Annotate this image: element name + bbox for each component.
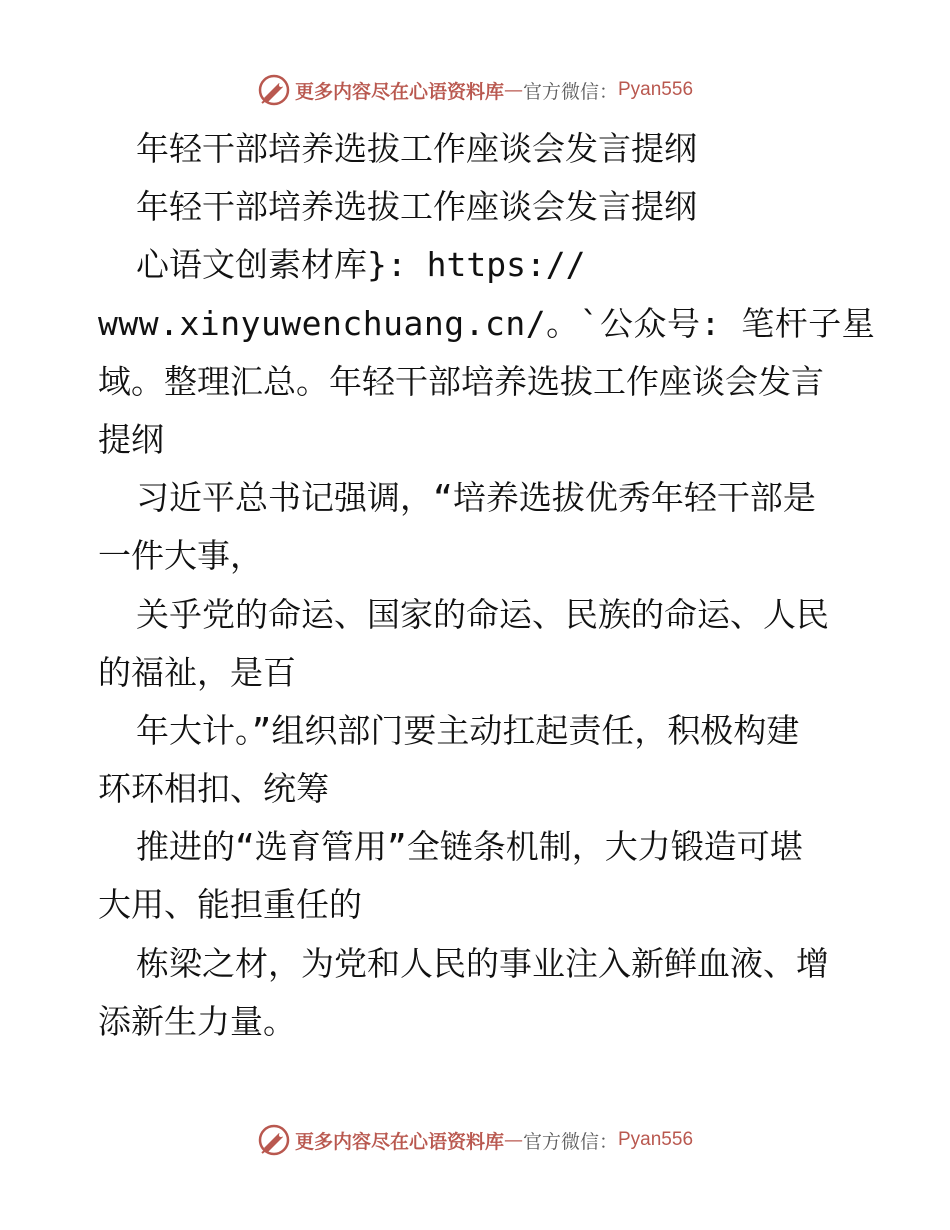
banner-title: 更多内容尽在心语资料库: [294, 80, 504, 103]
banner-wechat-id: Pyan556: [618, 1129, 694, 1150]
doc-paragraph-line: 的福祉，是百: [98, 652, 296, 692]
doc-paragraph-line: 环环相扣、统筹: [98, 769, 329, 809]
banner-dash: —: [503, 1129, 523, 1151]
doc-source-summary-end: 提纲: [98, 419, 164, 459]
doc-paragraph-line: 栋梁之材，为党和人民的事业注入新鲜血液、增: [136, 943, 829, 983]
banner-wechat-label: 官方微信：: [522, 80, 618, 103]
doc-paragraph-line: 年大计。”组织部门要主动扛起责任，积极构建: [136, 710, 800, 750]
doc-source-line: 心语文创素材库}: https://: [136, 245, 586, 285]
doc-paragraph-line: 添新生力量。: [98, 1001, 296, 1041]
banner-wechat-id: Pyan556: [618, 79, 694, 100]
header-banner[interactable]: [0, 70, 950, 110]
banner-title: 更多内容尽在心语资料库: [294, 1130, 504, 1153]
document-body: [98, 120, 876, 1051]
doc-paragraph-line: 大用、能担重任的: [98, 885, 362, 925]
doc-source-url-line: www.xinyuwenchuang.cn/。`公众号: 笔杆子星: [98, 303, 876, 343]
doc-paragraph-line: 一件大事，: [98, 536, 263, 576]
footer-banner[interactable]: [0, 1120, 950, 1160]
doc-title-repeat: 年轻干部培养选拔工作座谈会发言提纲: [136, 187, 697, 227]
pen-nib-logo-icon: [257, 1123, 291, 1157]
doc-title: 年轻干部培养选拔工作座谈会发言提纲: [136, 129, 697, 168]
pen-nib-logo-icon: [257, 73, 291, 107]
doc-paragraph-line: 习近平总书记强调，“培养选拔优秀年轻干部是: [136, 478, 816, 518]
banner-dash: —: [503, 79, 523, 101]
doc-source-summary-line: 域。整理汇总。年轻干部培养选拔工作座谈会发言: [98, 361, 824, 401]
doc-paragraph-line: 关乎党的命运、国家的命运、民族的命运、人民: [136, 594, 829, 634]
doc-paragraph-line: 推进的“选育管用”全链条机制，大力锻造可堪: [136, 827, 803, 867]
banner-wechat-label: 官方微信：: [522, 1130, 618, 1153]
